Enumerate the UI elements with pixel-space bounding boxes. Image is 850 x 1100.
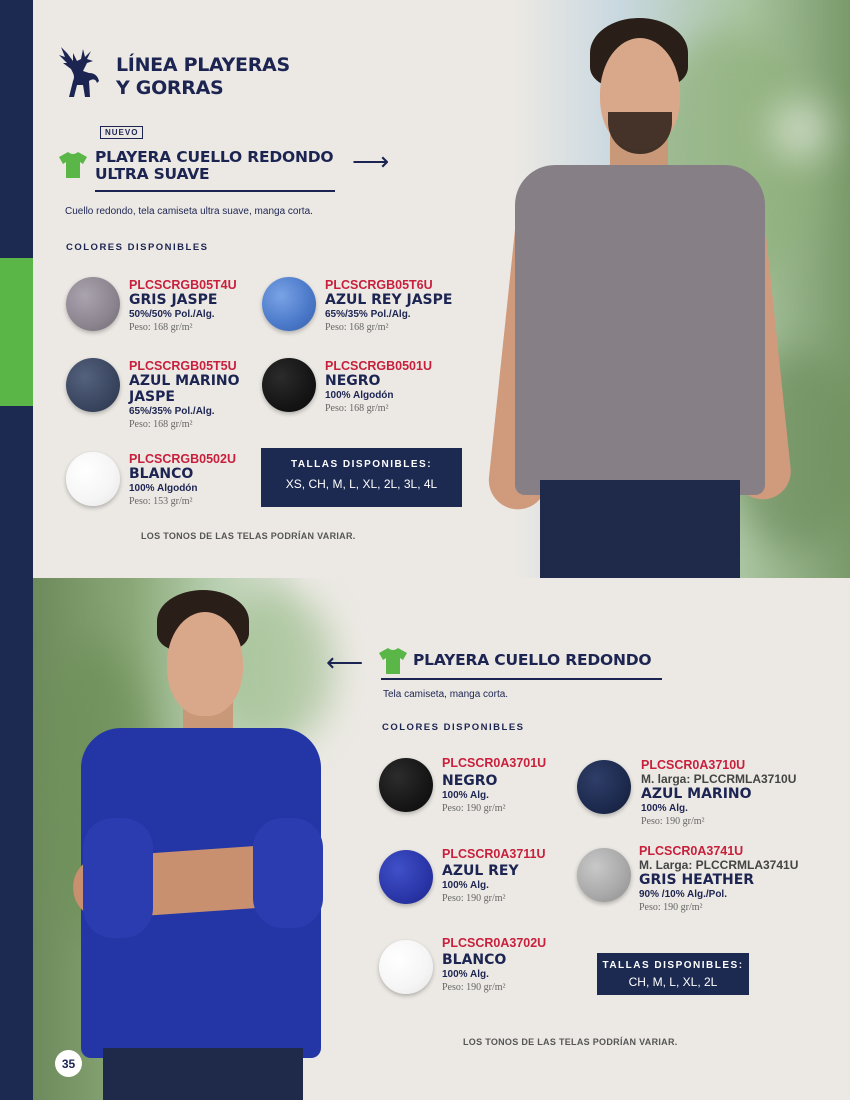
product-card xyxy=(325,278,452,334)
product-name: GRIS HEATHER xyxy=(639,872,755,888)
product-code: PLCSCRGB0501U xyxy=(325,359,432,373)
product-name: NEGRO xyxy=(325,373,381,389)
product-name-line-2: JASPE xyxy=(129,389,175,405)
swatch-blanco xyxy=(379,940,433,994)
tshirt-icon xyxy=(378,647,408,675)
section1-title-line-2: ULTRA SUAVE xyxy=(95,165,210,183)
product-weight: Peso: 153 gr/m² xyxy=(129,496,193,507)
product-code: PLCSCR0A3711U xyxy=(442,847,546,861)
arrow-right-icon: ⟶ xyxy=(352,146,390,176)
sizes-label: TALLAS DISPONIBLES: xyxy=(602,960,744,971)
product-weight: Peso: 168 gr/m² xyxy=(325,322,389,333)
product-card xyxy=(641,758,796,828)
product-weight: Peso: 190 gr/m² xyxy=(641,816,705,827)
product-code: PLCSCR0A3701U xyxy=(442,756,547,770)
sizes-box xyxy=(597,953,749,995)
title-line-1: LÍNEA PLAYERAS xyxy=(116,54,290,76)
section1-title xyxy=(95,149,333,183)
product-code: PLCSCR0A3710U xyxy=(641,758,746,772)
swatch-azul-rey-jaspe xyxy=(262,277,316,331)
sizes-value: CH, M, L, XL, 2L xyxy=(628,975,718,989)
product-composition: 100% Alg. xyxy=(442,880,489,891)
section1-colors-heading: COLORES DISPONIBLES xyxy=(66,242,209,253)
model-photo-blue-shirt xyxy=(33,578,363,1100)
product-code: PLCSCR0A3702U xyxy=(442,936,547,950)
deer-logo-icon xyxy=(53,43,103,101)
product-composition: 100% Algodón xyxy=(129,483,198,494)
product-name: NEGRO xyxy=(442,773,498,789)
product-card xyxy=(639,844,798,914)
arrow-left-icon: ⟵ xyxy=(326,647,364,677)
product-card xyxy=(129,359,240,431)
product-code: PLCSCRGB05T4U xyxy=(129,278,237,292)
product-name: GRIS JASPE xyxy=(129,292,218,308)
swatch-blanco xyxy=(66,452,120,506)
product-composition: 100% Alg. xyxy=(442,969,489,980)
product-long-sleeve-code: M. Larga: PLCCRMLA3741U xyxy=(639,858,799,872)
product-code: PLCSCRGB05T5U xyxy=(129,359,237,373)
swatch-azul-marino-jaspe xyxy=(66,358,120,412)
product-code: PLCSCRGB0502U xyxy=(129,452,236,466)
model-photo-grey-shirt xyxy=(430,0,850,578)
new-badge: NUEVO xyxy=(100,126,143,139)
color-variation-note: LOS TONOS DE LAS TELAS PODRÍAN VARIAR. xyxy=(141,531,356,541)
product-composition: 50%/50% Pol./Alg. xyxy=(129,309,215,320)
product-name: AZUL REY JASPE xyxy=(325,292,453,308)
product-card xyxy=(442,756,546,815)
tshirt-icon xyxy=(58,151,88,179)
product-name: AZUL MARINO xyxy=(641,786,752,802)
sidebar-strip xyxy=(0,0,33,1100)
product-name: BLANCO xyxy=(442,952,507,968)
section1-description: Cuello redondo, tela camiseta ultra suave, manga corta. xyxy=(65,206,313,217)
sizes-value: XS, CH, M, L, XL, 2L, 3L, 4L xyxy=(285,477,438,491)
section1-divider xyxy=(95,190,335,192)
section1-title-line-1: PLAYERA CUELLO REDONDO xyxy=(95,148,334,166)
product-card xyxy=(442,847,546,905)
product-weight: Peso: 190 gr/m² xyxy=(442,893,506,904)
swatch-negro xyxy=(379,758,433,812)
page-title xyxy=(116,54,290,100)
product-weight: Peso: 190 gr/m² xyxy=(442,982,506,993)
sizes-box xyxy=(261,448,462,507)
swatch-azul-marino xyxy=(577,760,631,814)
section2-colors-heading: COLORES DISPONIBLES xyxy=(382,722,525,733)
swatch-azul-rey xyxy=(379,850,433,904)
swatch-gris-heather xyxy=(577,848,631,902)
product-weight: Peso: 168 gr/m² xyxy=(325,403,389,414)
product-card xyxy=(129,452,236,508)
product-weight: Peso: 190 gr/m² xyxy=(639,902,703,913)
product-weight: Peso: 168 gr/m² xyxy=(129,322,193,333)
product-card xyxy=(325,359,432,415)
product-weight: Peso: 168 gr/m² xyxy=(129,419,193,430)
product-code: PLCSCRGB05T6U xyxy=(325,278,433,292)
product-composition: 100% Alg. xyxy=(442,790,489,801)
product-composition: 65%/35% Pol./Alg. xyxy=(325,309,411,320)
page-number: 35 xyxy=(55,1050,82,1077)
title-line-2: Y GORRAS xyxy=(116,77,224,99)
product-composition: 90% /10% Alg./Pol. xyxy=(639,889,727,900)
product-name: AZUL MARINO xyxy=(129,373,240,389)
section2-title: PLAYERA CUELLO REDONDO xyxy=(413,651,652,669)
section2-divider xyxy=(381,678,662,680)
product-weight: Peso: 190 gr/m² xyxy=(442,803,506,814)
swatch-gris-jaspe xyxy=(66,277,120,331)
product-composition: 100% Algodón xyxy=(325,390,394,401)
sizes-label: TALLAS DISPONIBLES: xyxy=(290,459,433,470)
product-card xyxy=(442,936,546,994)
product-long-sleeve-code: M. larga: PLCCRMLA3710U xyxy=(641,772,797,786)
product-code: PLCSCR0A3741U xyxy=(639,844,744,858)
sidebar-accent xyxy=(0,258,33,406)
swatch-negro xyxy=(262,358,316,412)
product-card xyxy=(129,278,237,334)
product-composition: 100% Alg. xyxy=(641,803,688,814)
color-variation-note: LOS TONOS DE LAS TELAS PODRÍAN VARIAR. xyxy=(463,1037,678,1047)
product-name: AZUL REY xyxy=(442,863,519,879)
product-composition: 65%/35% Pol./Alg. xyxy=(129,406,215,417)
section2-description: Tela camiseta, manga corta. xyxy=(383,689,509,700)
product-name: BLANCO xyxy=(129,466,194,482)
